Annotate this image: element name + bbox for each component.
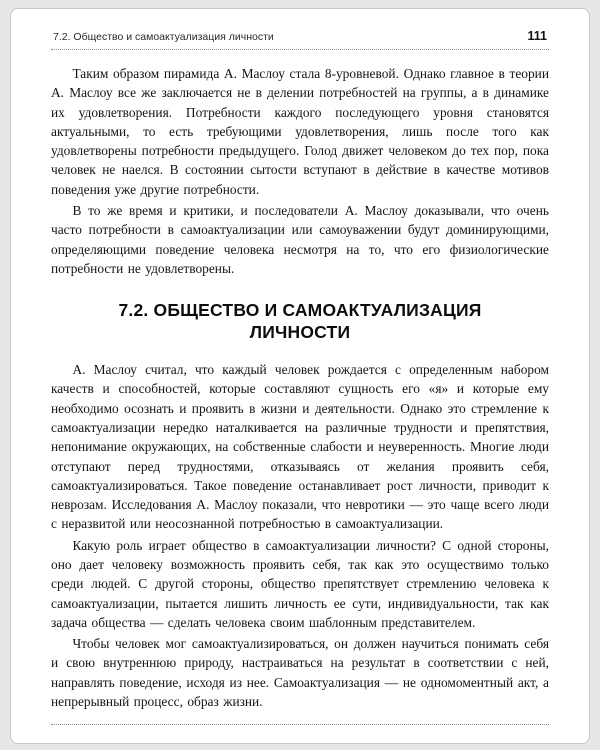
page-number: 111 [527,29,547,43]
paragraph: Какую роль играет общество в самоактуализации личности? С одной стороны, оно дает человеку возможность проявить себя, так как это осуществимо только среди людей. С другой стороны, общество препятствует стремлению человека к самоактуализации, пытается лишить личность ее сути, индивидуальности, так как задача общества — сделать человека своим шаблонным представителем. [51,537,549,630]
paragraph: Чтобы человек мог самоактуализироваться, он должен научиться понимать себя и свою внутреннюю природу, настраиваться на результат в соответствии с ней, направлять поведение, исходя из нее. Самоактуализация — не одномоментный акт, а непрерывный процесс, образ жизни. [51,636,549,710]
paragraph: В то же время и критики, и последователи А. Маслоу доказывали, что очень часто потребности в самоактуализации или самоуважении будут доминирующими, определяющими поведение человека несмотря на то, что его физиологические потребности не удовлетворены. [51,203,549,276]
page-footer-rule [51,724,549,731]
paragraph: А. Маслоу считал, что каждый человек рождается с определенным набором качеств и способностей, которые составляют сущность его «я» и которые ему необходимо осознать и проявить в жизни и деятельности. Однако это стремление к самоактуализации нередко наталкивается на различные трудности и препятствия, непонимание окружающих, на собственные слабости и неуверенность. Многие люди отступают перед трудностями, отказываясь от желания проявить себя, самоактуализироваться. Такое поведение останавливает рост личности, приводит к неврозам. Исследования А. Маслоу показали, что невротики — это чаще всего люди с неразвитой или неосознанной потребностью в самоактуализации. [51,362,549,532]
running-head-title: 7.2. Общество и самоактуализация личности [53,31,274,43]
section-heading: 7.2. ОБЩЕСТВО И САМОАКТУАЛИЗАЦИЯ ЛИЧНОСТИ [118,300,482,343]
running-head [51,29,549,50]
paragraph: Таким образом пирамида А. Маслоу стала 8-уровневой. Однако главное в теории А. Маслоу все же заключается не в делении потребностей на группы, а в динамике их удовлетворения. Потребности каждого последующего уровня становятся актуальными, то есть требующими удовлетворения, лишь после того как удовлетворены потребности предыдущего. Голод движет человеком до тех пор, пока человек не наелся. В состоянии сытости вступают в действие в качестве мотивов поведения уже другие потребности. [51,66,549,197]
book-page [10,8,590,744]
page-body [51,64,549,713]
